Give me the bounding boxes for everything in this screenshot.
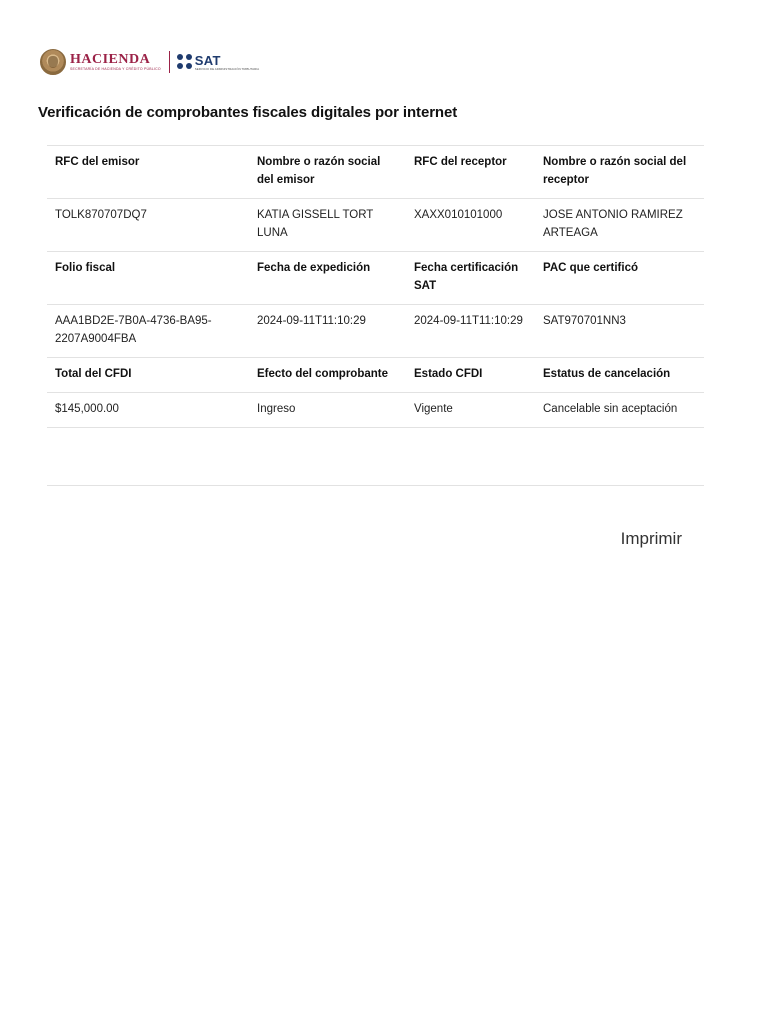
page-title: Verificación de comprobantes fiscales digitales por internet [38, 104, 458, 121]
value-estatus-cancelacion: Cancelable sin aceptación [535, 393, 704, 428]
value-efecto: Ingreso [249, 393, 406, 428]
header-fecha-expedicion: Fecha de expedición [249, 252, 406, 305]
header-folio-fiscal: Folio fiscal [47, 252, 249, 305]
value-nombre-emisor: KATIA GISSELL TORT LUNA [249, 199, 406, 252]
print-button[interactable]: Imprimir [620, 529, 682, 548]
value-total-cfdi: $145,000.00 [47, 393, 249, 428]
header-estatus-cancelacion: Estatus de cancelación [535, 358, 704, 393]
hacienda-logo-title: HACIENDA [70, 52, 151, 67]
header-rfc-emisor: RFC del emisor [47, 146, 249, 199]
header-efecto: Efecto del comprobante [249, 358, 406, 393]
header-total-cfdi: Total del CFDI [47, 358, 249, 393]
value-estado: Vigente [406, 393, 535, 428]
hacienda-logo [70, 52, 161, 72]
cfdi-details-table [47, 145, 704, 428]
value-fecha-certificacion: 2024-09-11T11:10:29 [406, 305, 535, 358]
table-header-row [47, 252, 704, 305]
header-pac: PAC que certificó [535, 252, 704, 305]
section-divider [47, 485, 704, 486]
header-fecha-certificacion: Fecha certificación SAT [406, 252, 535, 305]
table-header-row [47, 146, 704, 199]
header-rfc-receptor: RFC del receptor [406, 146, 535, 199]
value-folio-fiscal: AAA1BD2E-7B0A-4736-BA95-2207A9004FBA [47, 305, 249, 358]
value-rfc-emisor: TOLK870707DQ7 [47, 199, 249, 252]
sat-logo-title: SAT [194, 52, 221, 68]
sat-dots-icon [177, 54, 193, 70]
hacienda-seal-icon [40, 49, 66, 75]
sat-logo [177, 54, 259, 71]
value-pac: SAT970701NN3 [535, 305, 704, 358]
table-row [47, 305, 704, 358]
header-nombre-receptor: Nombre o razón social del receptor [535, 146, 704, 199]
logo-divider [169, 51, 170, 73]
value-nombre-receptor: JOSE ANTONIO RAMIREZ ARTEAGA [535, 199, 704, 252]
table-row [47, 199, 704, 252]
table-header-row [47, 358, 704, 393]
hacienda-logo-subtitle: SECRETARÍA DE HACIENDA Y CRÉDITO PÚBLICO [70, 67, 161, 71]
header-nombre-emisor: Nombre o razón social del emisor [249, 146, 406, 199]
value-rfc-receptor: XAXX010101000 [406, 199, 535, 252]
value-fecha-expedicion: 2024-09-11T11:10:29 [249, 305, 406, 358]
sat-logo-subtitle: SERVICIO DE ADMINISTRACIÓN TRIBUTARIA [194, 66, 260, 71]
header-logos [40, 46, 259, 78]
table-row [47, 393, 704, 428]
header-estado: Estado CFDI [406, 358, 535, 393]
